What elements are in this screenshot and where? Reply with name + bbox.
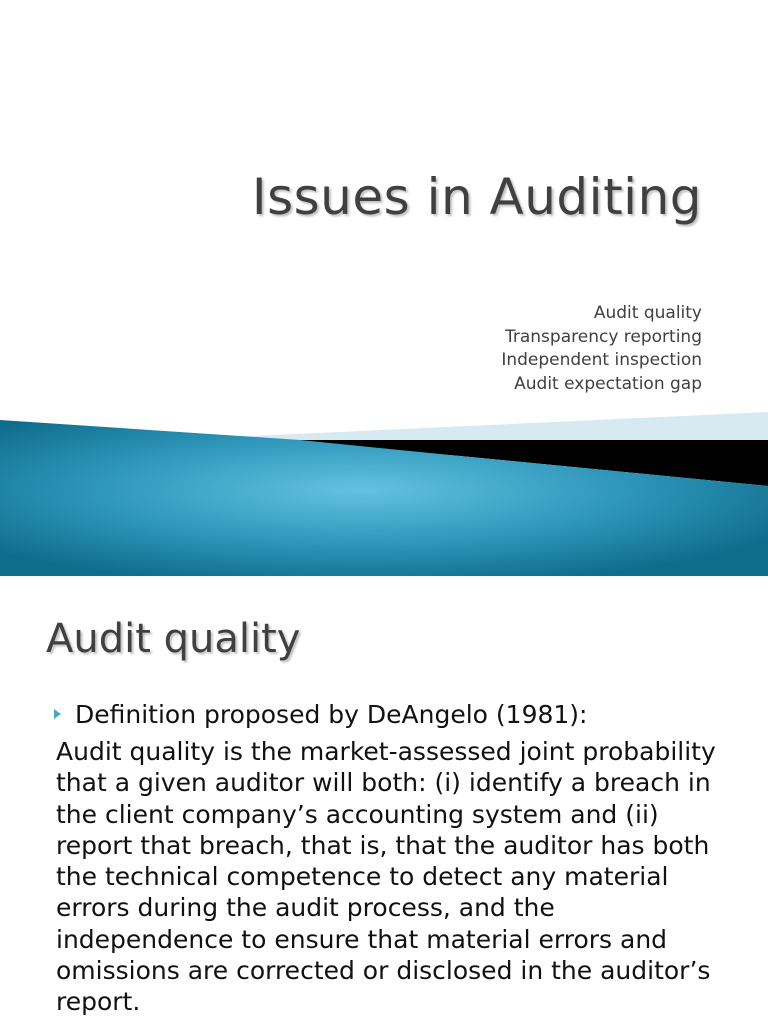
slide-title: Issues in Auditing	[251, 168, 702, 226]
definition-paragraph: Audit quality is the market-assessed joint probability that a given auditor will both: (i) identify a breach in the client company’s accounting system and (ii) report that breach, that is, that the auditor has both the technical competence to detect any material errors during the audit process, and the independence to ensure that material errors and omissions are corrected or disclosed in the auditor’s report.	[56, 737, 716, 1017]
section-title: Audit quality	[46, 616, 301, 662]
subtitle-line: Audit quality	[593, 303, 702, 323]
bullet-item	[54, 700, 587, 729]
bullet-arrow-icon	[54, 709, 61, 719]
content-slide	[0, 576, 768, 1024]
bullet-text: Definition proposed by DeAngelo (1981):	[75, 700, 588, 729]
subtitle-line: Transparency reporting	[504, 326, 702, 347]
subtitle-line: Independent inspection	[501, 350, 702, 370]
subtitle-line: Audit expectation gap	[514, 373, 702, 394]
subtitle-list	[501, 302, 702, 396]
